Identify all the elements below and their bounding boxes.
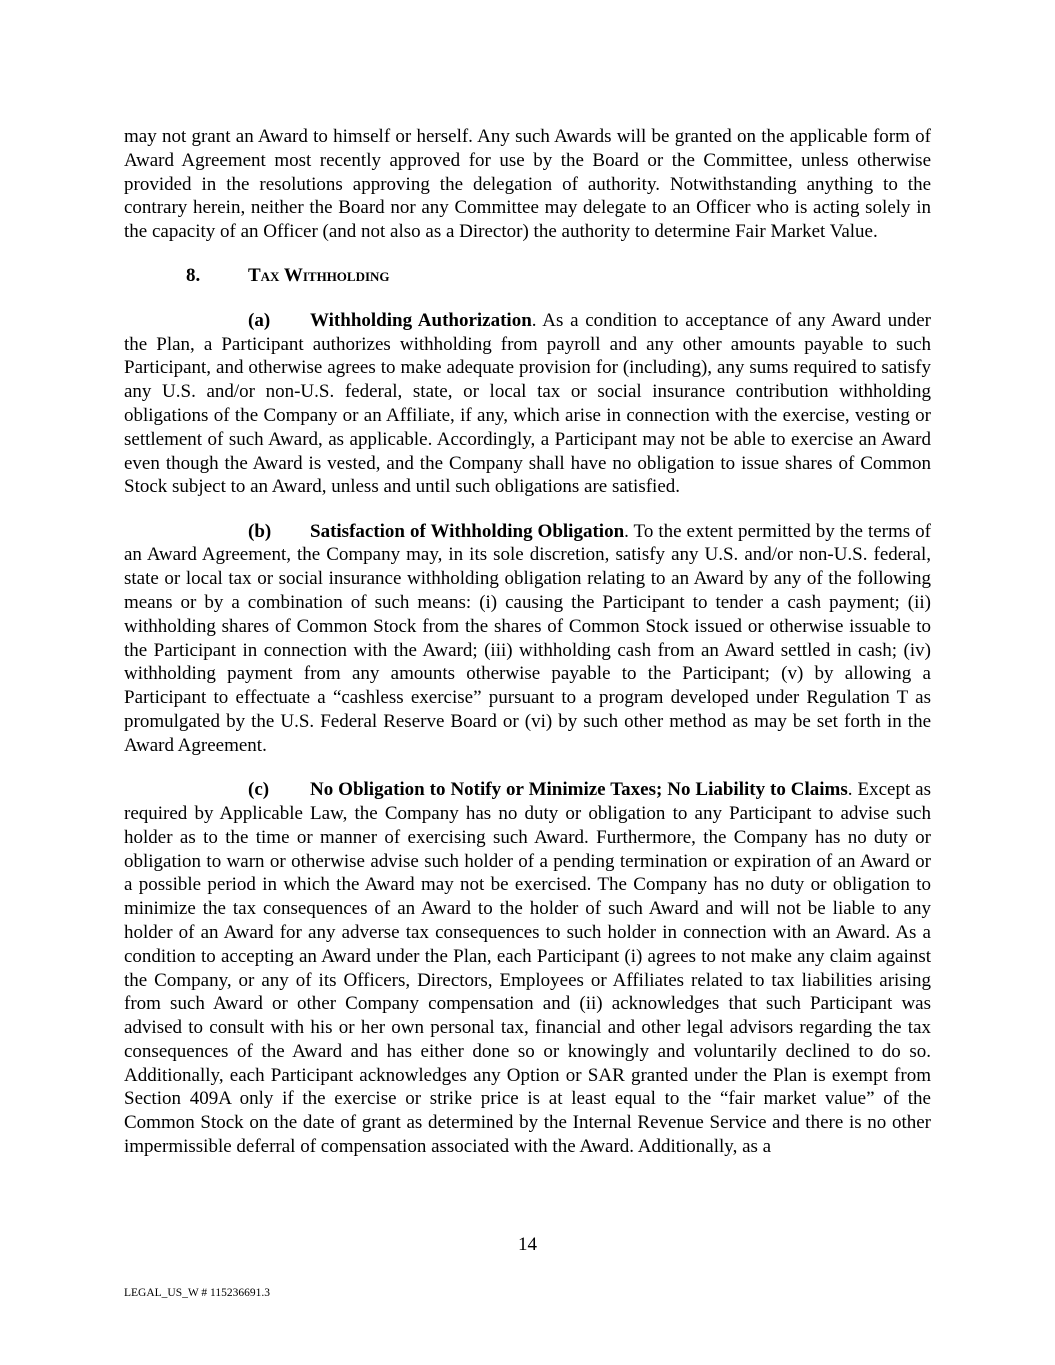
subsection-title: Satisfaction of Withholding Obligation bbox=[310, 520, 625, 542]
subsection-title: No Obligation to Notify or Minimize Taxes; No Liability to Claims bbox=[310, 779, 848, 801]
page-body bbox=[124, 125, 931, 1179]
subsection-text: . To the extent permitted by the terms of an Award Agreement, the Company may, in its sole discretion, satisfy any U.S. and/or non-U.S. federal, state or local tax or social insurance withholding obligation relating to an Award by any of the following means or by a combination of such means: (i) causing the Participant to tender a cash payment; (ii) withholding shares of Common Stock from the shares of Common Stock issued or otherwise issuable to the Participant in connection with the Award; (iii) withholding cash from an Award settled in cash; (iv) withholding payment from any amounts otherwise payable to the Participant; (v) by allowing a Participant to effectuate a “cashless exercise” pursuant to a program developed under Regulation T as promulgated by the U.S. Federal Reserve Board or (vi) by such other method as may be set forth in the Award Agreement. bbox=[124, 520, 931, 756]
subsection-text: . Except as required by Applicable Law, the Company has no duty or obligation to any Participant to advise such holder as to the time or manner of exercising such Award. Furthermore, the Company has no duty or obligation to warn or otherwise advise such holder of a pending termination or expiration of an Award or a possible period in which the Award may not be exercised. The Company has no duty or obligation to minimize the tax consequences of an Award to the holder of such Award and will not be liable to any holder of an Award for any adverse tax consequences to such holder in connection with an Award. As a condition to accepting an Award under the Plan, each Participant (i) agrees to not make any claim against the Company, or any of its Officers, Directors, Employees or Affiliates related to tax liabilities arising from such Award or other Company compensation and (ii) acknowledges that such Participant was advised to consult with his or her own personal tax, financial and other legal advisors regarding the tax consequences of the Award and has either done so or knowingly and voluntarily declined to do so. Additionally, each Participant acknowledges any Option or SAR granted under the Plan is exempt from Section 409A only if the exercise or strike price is at least equal to the “fair market value” of the Common Stock on the date of grant as determined by the Internal Revenue Service and there is no other impermissible deferral of compensation associated with the Award. Additionally, as a bbox=[124, 779, 932, 1158]
subsection-label: (b) bbox=[248, 520, 272, 542]
intro-paragraph: may not grant an Award to himself or herself. Any such Awards will be granted on the applicable form of Award Agreement most recently approved for use by the Board or the Committee, unless otherwise provided in the resolutions approving the delegation of authority. Notwithstanding anything to the contrary herein, neither the Board nor any Committee may delegate to an Officer who is acting solely in the capacity of an Officer (and not also as a Director) the authority to determine Fair Market Value. bbox=[124, 126, 931, 243]
subsection-text: . As a condition to acceptance of any Award under the Plan, a Participant authorizes withholding from payroll and any other amounts payable to such Participant, and otherwise agrees to make adequate provision for (including), any sums required to satisfy any U.S. and/or non-U.S. federal, state, or local tax or social insurance contribution withholding obligations of the Company or an Affiliate, if any, which arise in connection with the exercise, vesting or settlement of such Award, as applicable. Accordingly, a Participant may not be able to exercise an Award even though the Award is vested, and the Company shall have no obligation to issue shares of Common Stock subject to an Award, unless and until such obligations are satisfied. bbox=[124, 309, 931, 498]
section-heading bbox=[124, 264, 931, 288]
subsection-b bbox=[124, 520, 931, 758]
subsection-a bbox=[124, 309, 931, 499]
subsection-label: (a) bbox=[248, 309, 271, 331]
subsection-label: (c) bbox=[248, 779, 270, 801]
page-number: 14 bbox=[518, 1234, 537, 1255]
section-number: 8. bbox=[186, 265, 201, 287]
subsection-title: Withholding Authorization bbox=[310, 309, 532, 331]
document-id-footer: LEGAL_US_W # 115236691.3 bbox=[124, 1287, 270, 1299]
section-title: Tax Withholding bbox=[248, 265, 390, 287]
subsection-c bbox=[124, 778, 931, 1159]
